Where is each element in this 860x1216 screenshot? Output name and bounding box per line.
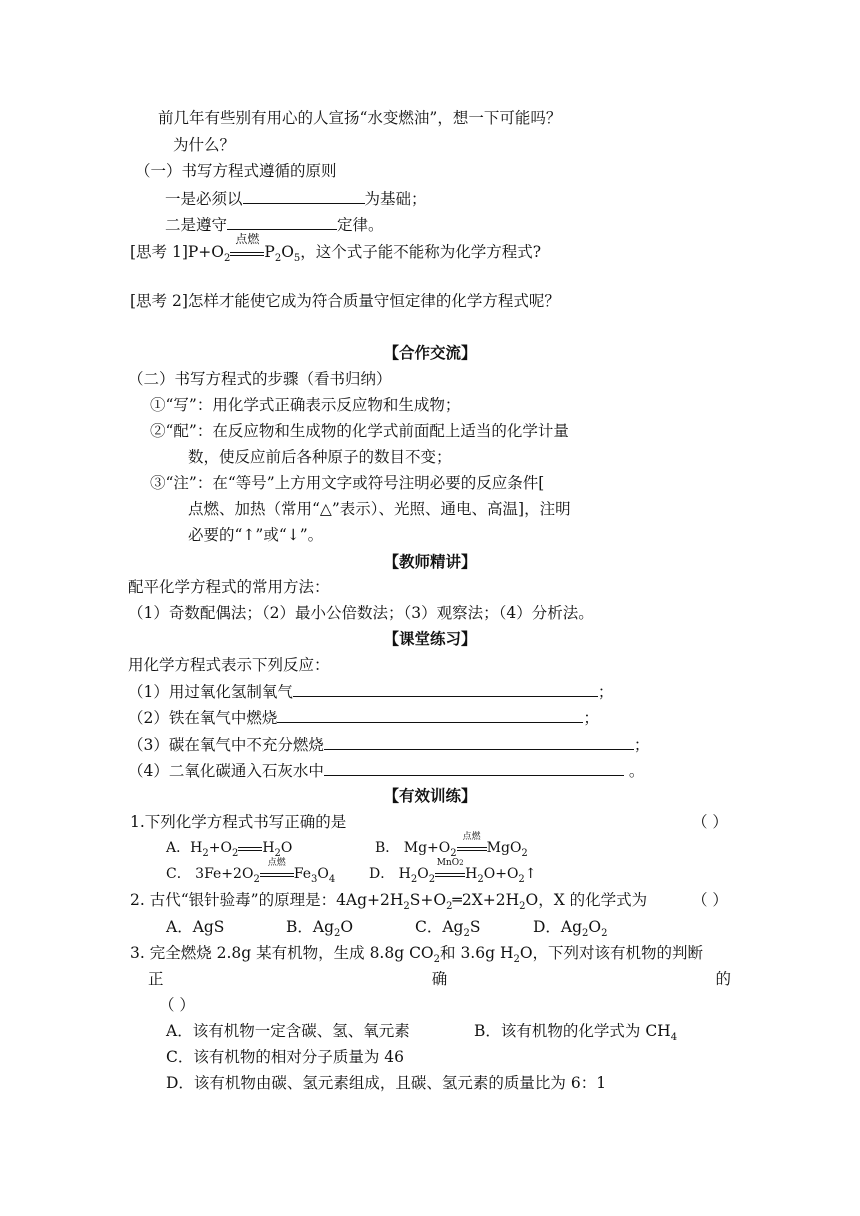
- q2-option-b: B．$Ag_2O$: [286, 918, 354, 940]
- intro-why: 为什么？: [173, 136, 236, 154]
- q3-stem-continued: 正 确 的: [148, 970, 731, 988]
- principles-heading: （一）书写方程式遵循的原则: [135, 162, 337, 180]
- methods-list: （1）奇数配偶法；（2）最小公倍数法；（3）观察法；（4）分析法。: [128, 604, 594, 622]
- q2-option-a: A．AgS: [166, 918, 225, 936]
- practice-3: （3）碳在氧气中不充分燃烧 ；: [128, 736, 650, 754]
- methods-title: 配平化学方程式的常用方法：: [128, 578, 330, 596]
- step-2a: ②“配”：在反应物和生成物的化学式前面配上适当的化学计量: [150, 422, 569, 440]
- section-lianxi: 【课堂练习】: [383, 629, 477, 648]
- q3-option-d: D．该有机物由碳、氢元素组成，且碳、氢元素的质量比为 6：1: [166, 1074, 607, 1092]
- practice-4: （4）二氧化碳通入石灰水中 。: [128, 762, 645, 780]
- practice-1-blank[interactable]: [293, 681, 598, 697]
- q2-stem: 2. 古代“银针验毒”的原理是：$4Ag+2H_2S+O_2═2X+2H_2O$，X 的化学式为: [130, 891, 648, 913]
- practice-2-blank[interactable]: [277, 707, 583, 723]
- q1-stem: 1.下列化学方程式书写正确的是: [130, 813, 347, 831]
- intro-question: 前几年有些别有用心的人宣扬“水变燃油”，想一下可能吗？: [158, 109, 562, 127]
- blank-2[interactable]: [227, 214, 337, 230]
- q3-answer-paren[interactable]: （ ）: [159, 996, 195, 1014]
- q2-option-c: C．$Ag_2S$: [415, 918, 481, 940]
- step-3a: ③“注”：在“等号”上方用文字或符号注明必要的反应条件[: [150, 474, 545, 492]
- q1-option-c: C． $3Fe+2O_2$ 点燃 $Fe_3O_4$: [166, 858, 336, 885]
- q1-option-d: D． $H_2O_2$ MnO2 $H_2O+O_2↑$: [369, 858, 537, 885]
- practice-3-blank[interactable]: [324, 734, 634, 750]
- step-2b: 数，使反应前后各种原子的数目不变；: [188, 448, 452, 466]
- section-xunlian: 【有效训练】: [383, 786, 477, 805]
- step-3b: 点燃、加热（常用“△”表示）、光照、通电、高温]，注明: [188, 500, 571, 518]
- q2-answer-paren[interactable]: （ ）: [692, 891, 728, 909]
- q2-option-d: D．$Ag_2O_2$: [533, 918, 608, 940]
- principle-1: 一是必须以 为基础；: [165, 190, 427, 208]
- section-jingjiang: 【教师精讲】: [383, 552, 477, 571]
- step-3c: 必要的“↑”或“↓”。: [188, 526, 324, 544]
- q3-option-a: A．该有机物一定含碳、氢、氧元素: [166, 1022, 410, 1040]
- step-1: ①“写”：用化学式正确表示反应物和生成物；: [150, 396, 461, 414]
- think-1: [思考 $1]P+O_2$ 点燃 $P_2O_5$，这个式子能不能称为化学方程式?: [130, 232, 542, 265]
- principle-2: 二是遵守 定律。: [165, 216, 384, 234]
- practice-1: （1）用过氧化氢制氧气 ；: [128, 683, 614, 701]
- practice-2: （2）铁在氧气中燃烧 ；: [128, 709, 599, 727]
- practice-title: 用化学方程式表示下列反应：: [128, 656, 330, 674]
- think-2: [思考 2]怎样才能使它成为符合质量守恒定律的化学方程式呢？: [130, 292, 560, 310]
- q1-answer-paren[interactable]: （ ）: [692, 813, 728, 831]
- steps-heading: （二）书写方程式的步骤（看书归纳）: [128, 370, 392, 388]
- q3-option-b: B．该有机物的化学式为 $CH_4$: [474, 1022, 678, 1044]
- practice-4-blank[interactable]: [324, 760, 624, 776]
- q3-stem: 3. 完全燃烧 2.8g 某有机物，生成 8.8g $CO_2$和 3.6g $H_2O$，下列对该有机物的判断: [130, 944, 704, 966]
- q3-option-c: C．该有机物的相对分子质量为 46: [166, 1048, 405, 1066]
- q1-option-a: A．$H_2+O_2$ $H_2O$: [166, 840, 293, 859]
- q1-option-b: B． $Mg+O_2$ 点燃 MgO$_2$: [375, 832, 528, 859]
- section-hezuo: 【合作交流】: [383, 343, 477, 362]
- blank-1[interactable]: [243, 188, 365, 204]
